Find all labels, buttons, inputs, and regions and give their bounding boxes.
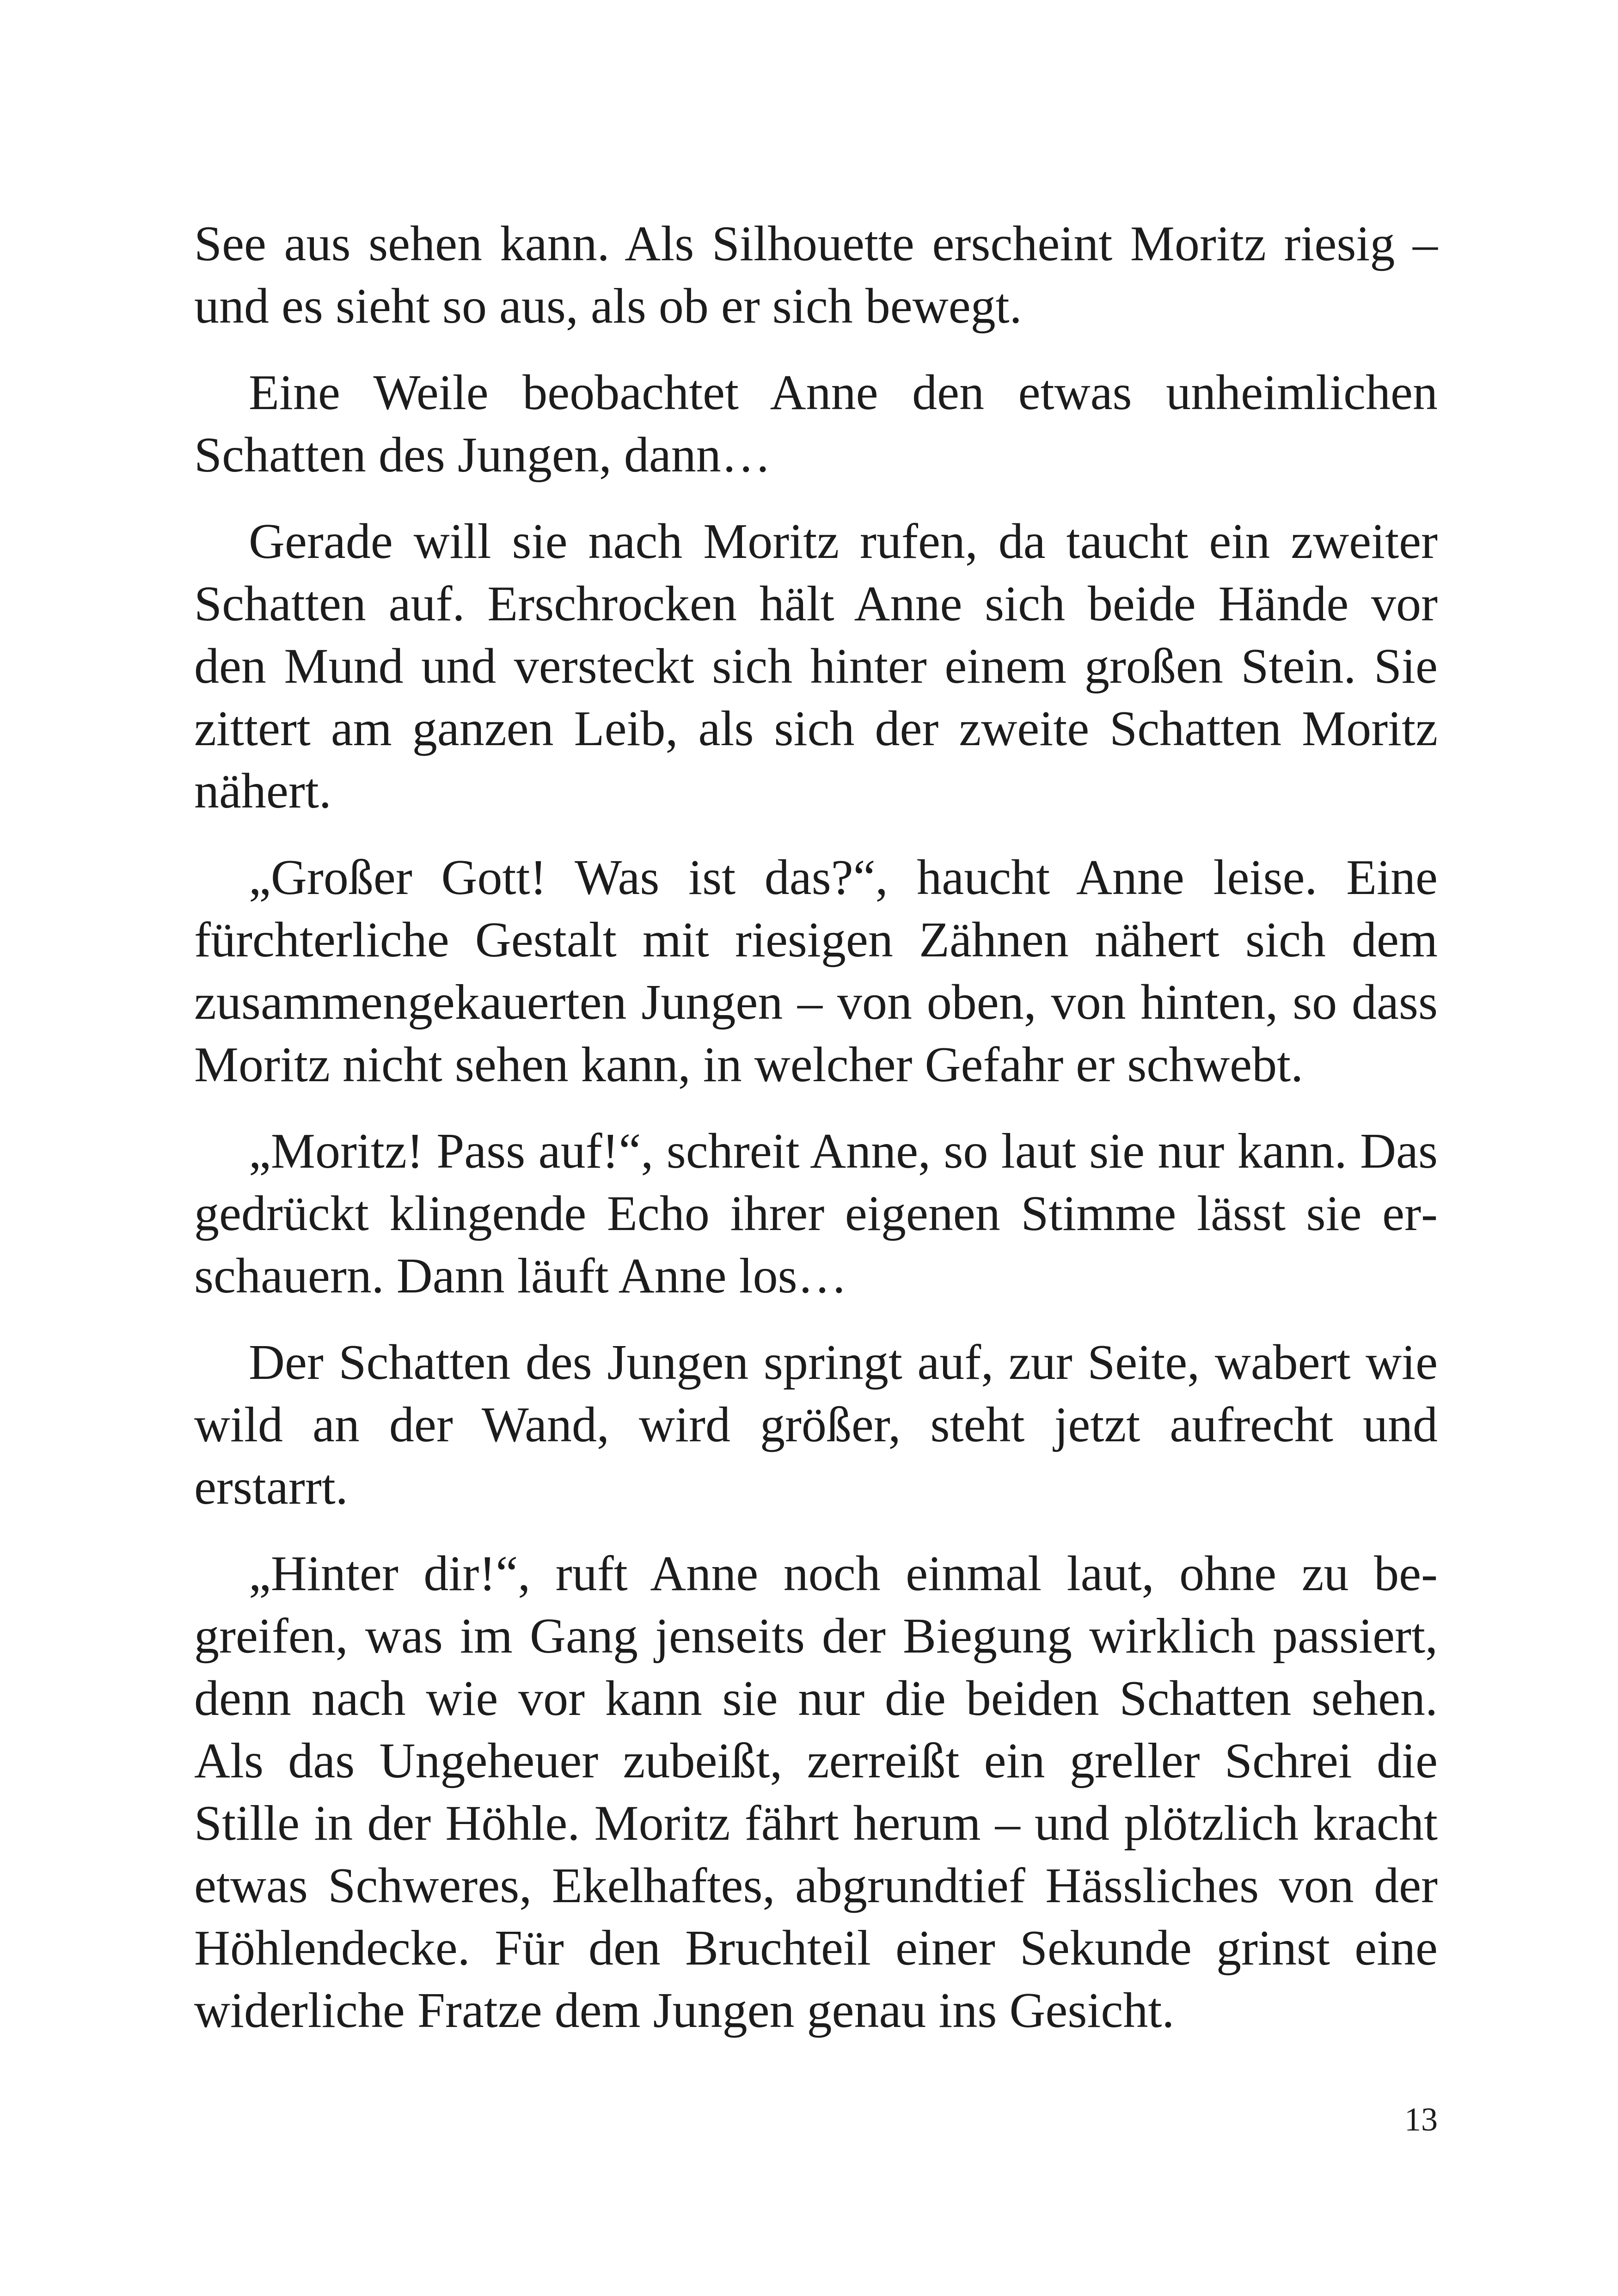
paragraph-3: Gerade will sie nach Moritz rufen, da taucht ein zweiter Schatten auf. Erschrocken hält Anne sich beide Hände vor den Mund und versteckt sich hinter einem großen Stein. Sie zittert am ganzen Leib, als sich der zweite Schatten Moritz nähert. bbox=[194, 514, 1438, 819]
paragraph-4: „Großer Gott! Was ist das?“, haucht Anne leise. Eine fürchterliche Gestalt mit riesigen Zähnen nähert sich dem zusammengekauerten Jungen – von oben, von hinten, so dass Moritz nicht sehen kann, in welcher Gefahr er schwebt. bbox=[194, 850, 1438, 1092]
paragraph-7: „Hinter dir!“, ruft Anne noch einmal laut, ohne zu begreifen, was im Gang jenseits der Biegung wirklich passiert, denn nach wie vor kann sie nur die beiden Schatten sehen. Als das Ungeheuer zubeißt, zerreißt ein greller Schrei die Stille in der Höhle. Moritz fährt herum – und plötzlich kracht etwas Schweres, Ekelhaftes, abgrundtief Hässliches von der Höhlendecke. Für den Bruchteil einer Sekunde grinst eine widerliche Fratze dem Jungen genau ins Gesicht. bbox=[194, 1546, 1438, 2038]
body-text bbox=[194, 213, 1438, 2066]
paragraph-5: „Moritz! Pass auf!“, schreit Anne, so laut sie nur kann. Das gedrückt klingende Echo ihrer eigenen Stimme lässt sie erschauern. Dann läuft Anne los… bbox=[194, 1124, 1438, 1304]
paragraph-1: See aus sehen kann. Als Silhouette erscheint Moritz riesig – und es sieht so aus, als ob er sich bewegt. bbox=[194, 216, 1438, 334]
paragraph-6: Der Schatten des Jungen springt auf, zur Seite, wabert wie wild an der Wand, wird größer, steht jetzt aufrecht und erstarrt. bbox=[194, 1335, 1438, 1515]
page-number: 13 bbox=[1404, 2101, 1438, 2138]
paragraph-2: Eine Weile beobachtet Anne den etwas unheimlichen Schatten des Jungen, dann… bbox=[194, 365, 1438, 483]
